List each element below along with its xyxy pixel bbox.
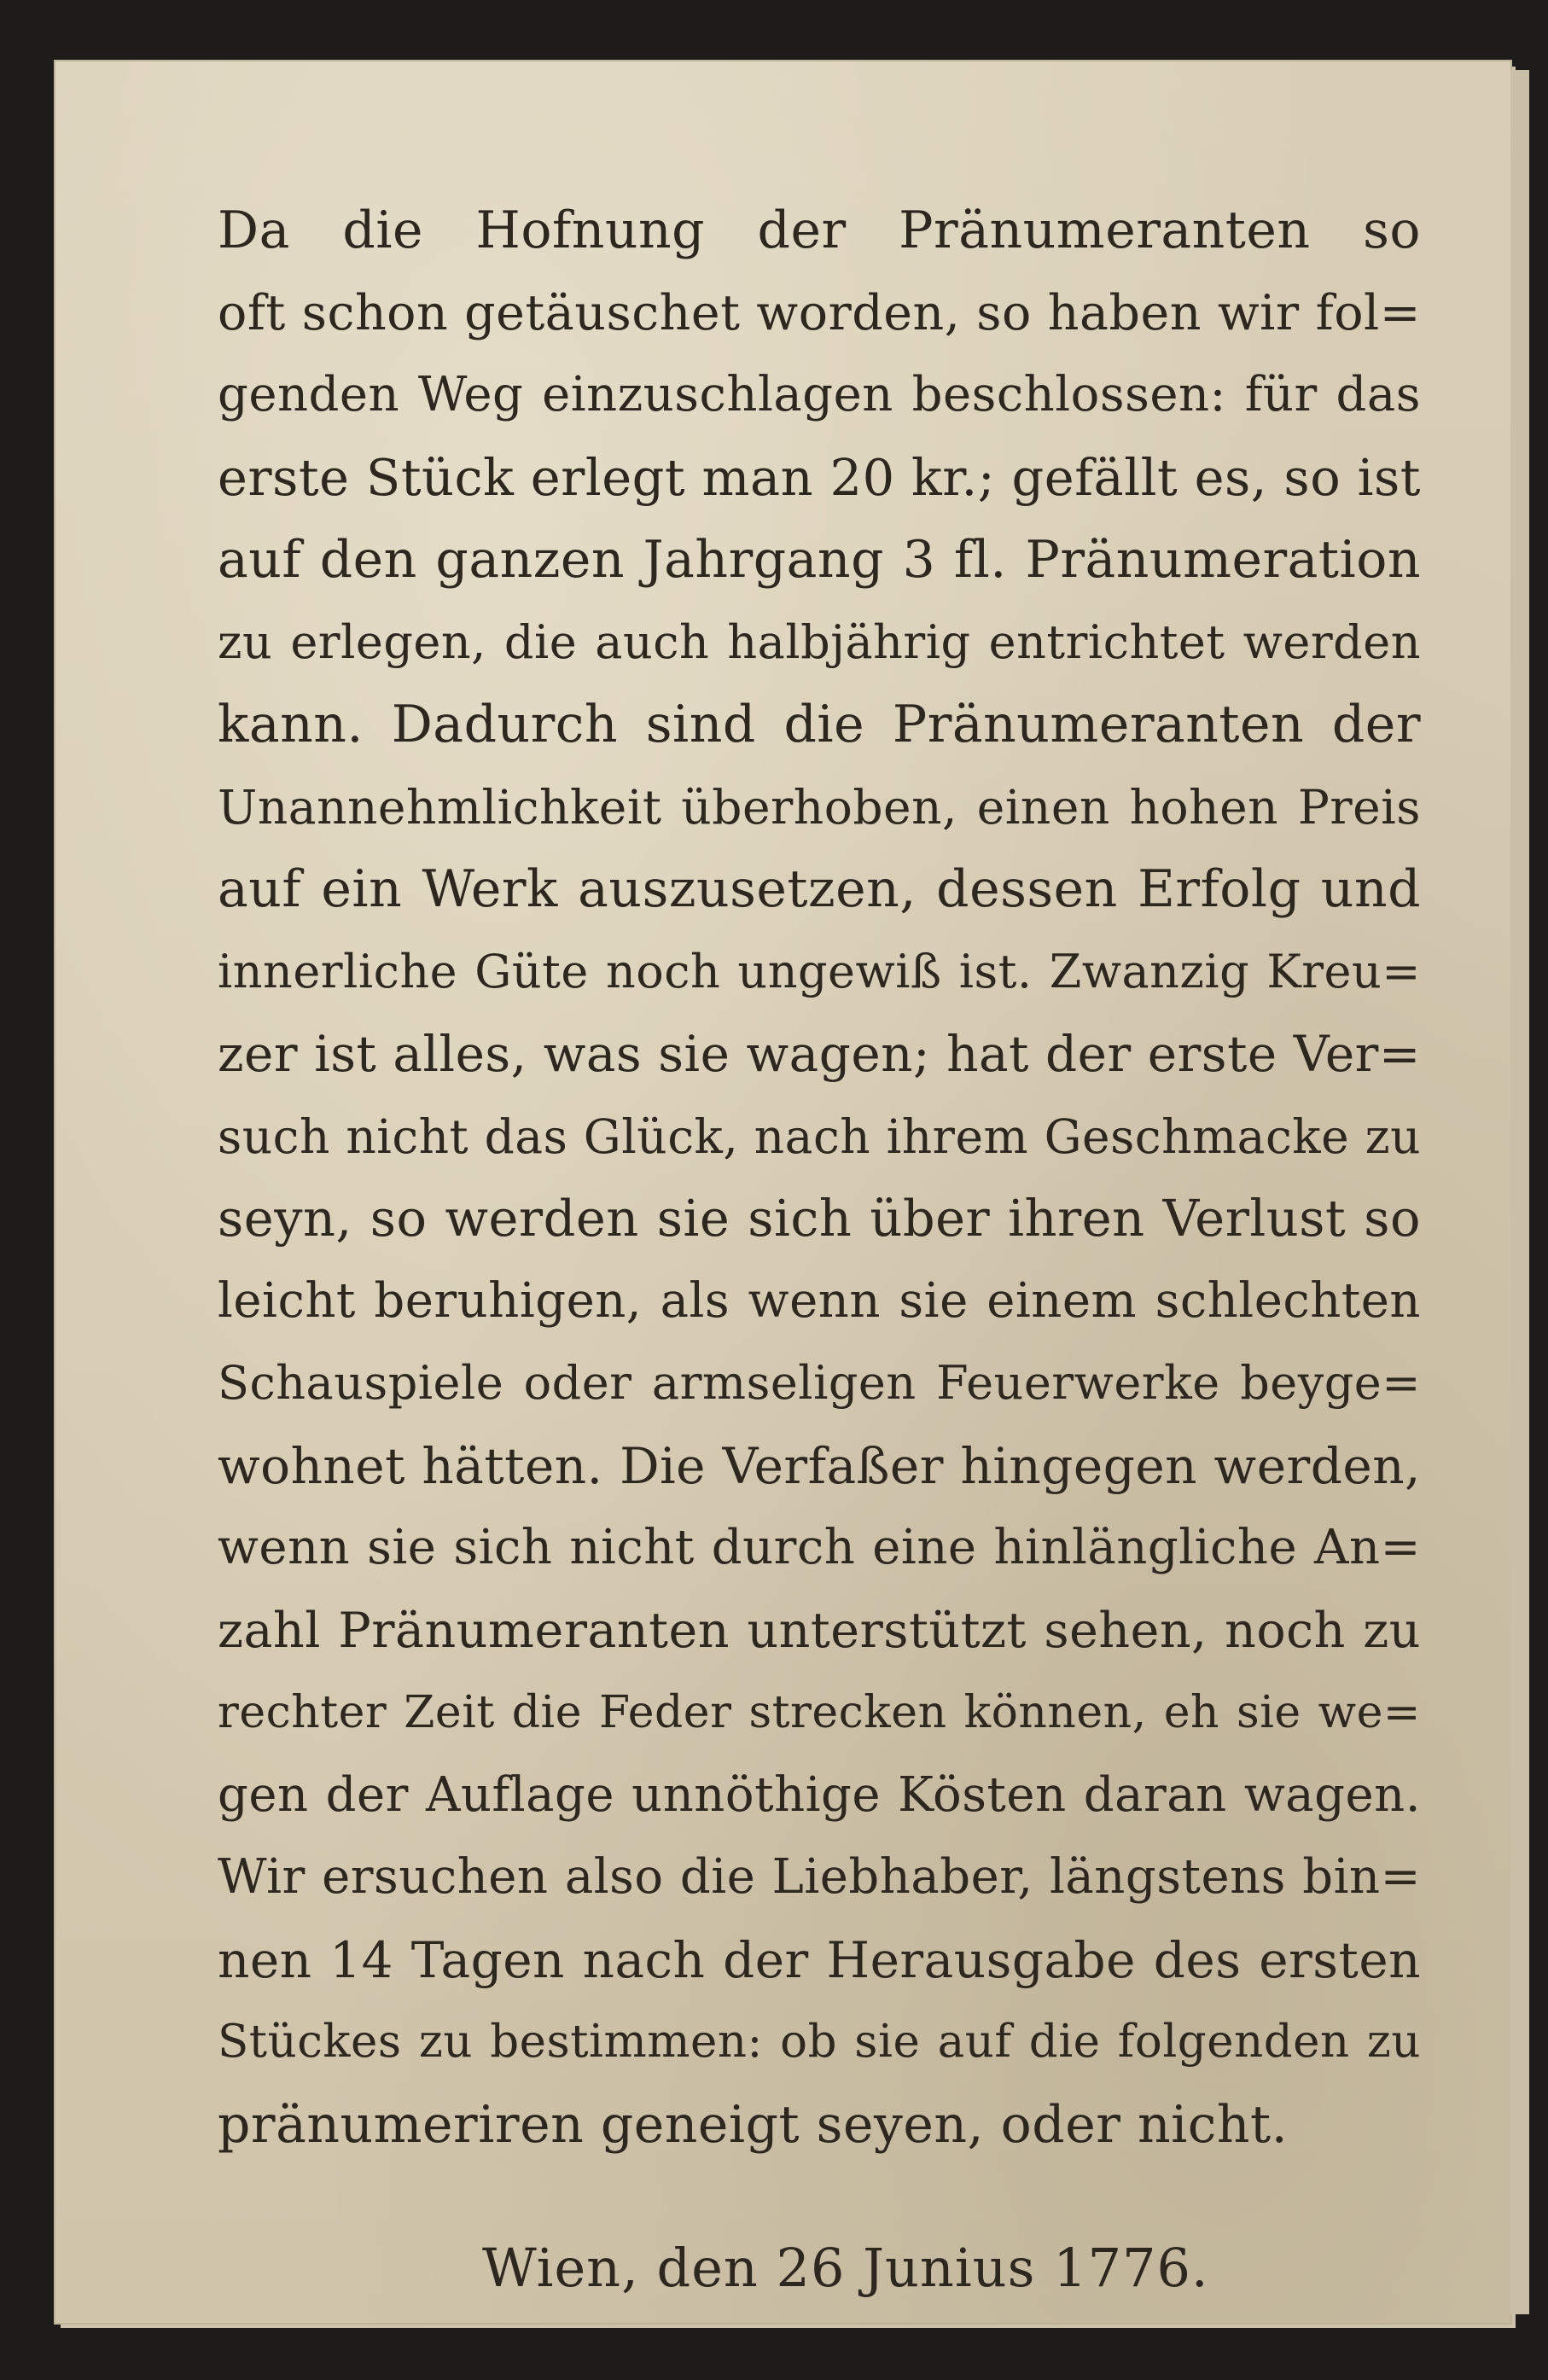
document-page <box>55 61 1510 2323</box>
text-line: Schauspiele oder armseligen Feuerwerke beyge= <box>218 1356 1421 1410</box>
text-line: Da die Hofnung der Pränumeranten so <box>218 201 1421 260</box>
text-line: auf ein Werk auszusetzen, dessen Erfolg und <box>218 859 1421 919</box>
text-line: zu erlegen, die auch halbjährig entrichtet werden <box>218 614 1421 669</box>
place-date-closing: Wien, den 26 Junius 1776. <box>482 2237 1209 2299</box>
text-line: seyn, so werden sie sich über ihren Verlust so <box>218 1189 1421 1248</box>
text-line: wohnet hätten. Die Verfaßer hingegen werden, <box>218 1436 1421 1495</box>
text-line: genden Weg einzuschlagen beschlossen: für das <box>218 367 1421 422</box>
text-line: gen der Auflage unnöthige Kösten daran wagen. <box>218 1766 1421 1823</box>
text-line: wenn sie sich nicht durch eine hinlängliche An= <box>218 1520 1421 1575</box>
text-line: erste Stück erlegt man 20 kr.; gefällt es, so ist <box>218 447 1421 507</box>
text-line: innerliche Güte noch ungewiß ist. Zwanzig Kreu= <box>218 944 1421 998</box>
text-line: kann. Dadurch sind die Pränumeranten der <box>218 695 1421 754</box>
text-line: zer ist alles, was sie wagen; hat der erste Ver= <box>218 1025 1421 1083</box>
text-line: zahl Pränumeranten unterstützt sehen, noch zu <box>218 1602 1421 1659</box>
text-line: Stückes zu bestimmen: ob sie auf die folgenden zu <box>218 2016 1421 2068</box>
text-line: rechter Zeit die Feder strecken können, eh sie we= <box>218 1687 1421 1738</box>
text-line: Wir ersuchen also die Liebhaber, längstens bin= <box>218 1849 1421 1905</box>
text-line: pränumeriren geneigt seyen, oder nicht. <box>218 2094 1289 2155</box>
text-line: such nicht das Glück, nach ihrem Geschmacke zu <box>218 1109 1421 1164</box>
text-line: Unannehmlichkeit überhoben, einen hohen Preis <box>218 779 1421 835</box>
text-line: leicht beruhigen, als wenn sie einem schlechten <box>218 1272 1421 1329</box>
text-line: nen 14 Tagen nach der Herausgabe des ersten <box>218 1930 1421 1989</box>
body-text <box>218 189 1421 2166</box>
text-line: oft schon getäuschet worden, so haben wir fol= <box>218 284 1421 341</box>
text-line: auf den ganzen Jahrgang 3 fl. Pränumeration <box>218 530 1421 590</box>
